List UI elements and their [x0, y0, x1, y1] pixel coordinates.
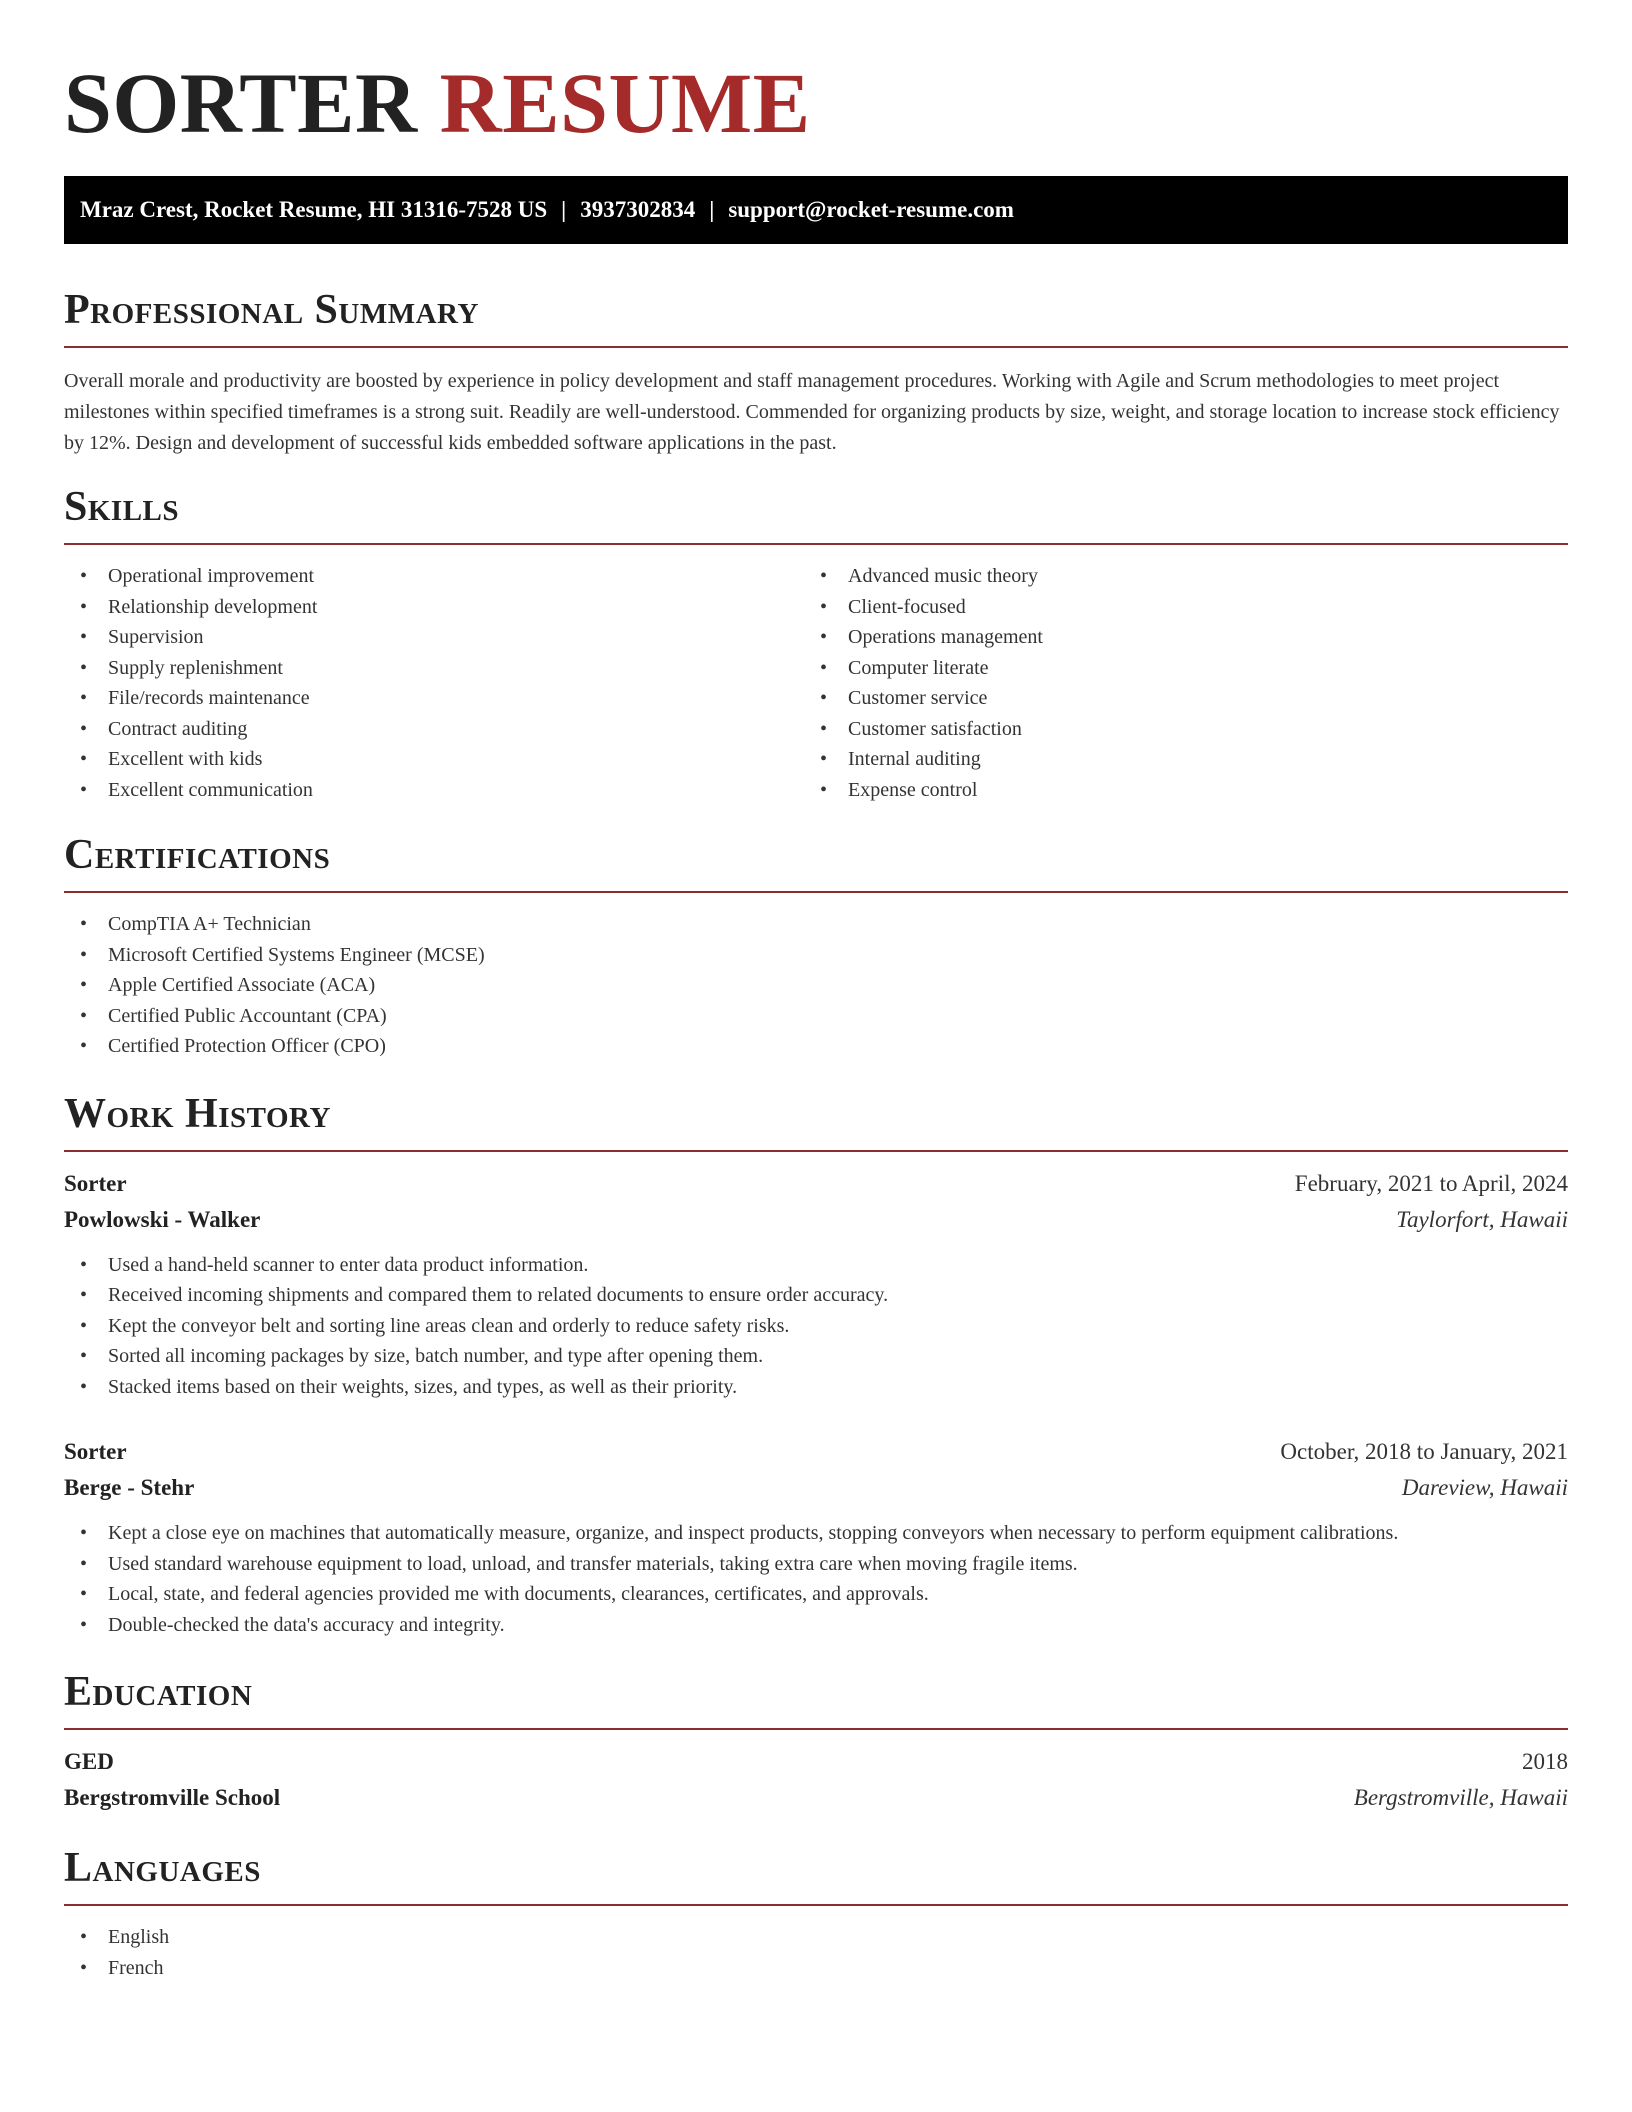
languages-section	[64, 1846, 1568, 1983]
section-heading-certifications: Certifications	[64, 833, 1568, 893]
job-entry	[64, 1166, 1568, 1403]
skill-item: • Excellent with kids	[64, 744, 804, 775]
job-company-row	[64, 1202, 1568, 1238]
certification-item: • Certified Public Accountant (CPA)	[64, 1001, 1568, 1032]
education-school-row	[64, 1780, 1568, 1816]
resume-title	[64, 55, 1568, 151]
job-bullet: • Sorted all incoming packages by size, batch number, and type after opening them.	[64, 1341, 1568, 1372]
job-bullet: • Double-checked the data's accuracy and integrity.	[64, 1610, 1568, 1641]
skill-item: • Supervision	[64, 622, 804, 653]
job-title: Sorter	[64, 1170, 127, 1196]
certifications-list	[64, 909, 1568, 1062]
skill-item: • Operations management	[804, 622, 1544, 653]
skills-section	[64, 485, 1568, 805]
job-company: Powlowski - Walker	[64, 1206, 261, 1232]
skill-item: • Relationship development	[64, 592, 804, 623]
education-section	[64, 1670, 1568, 1816]
contact-bar	[64, 176, 1568, 244]
job-entry	[64, 1434, 1568, 1640]
education-degree: GED	[64, 1749, 114, 1774]
work-history-section	[64, 1092, 1568, 1641]
skill-item: • Customer service	[804, 683, 1544, 714]
languages-list	[64, 1922, 1568, 1983]
contact-phone[interactable]: 3937302834	[580, 197, 696, 222]
skill-item: • Supply replenishment	[64, 653, 804, 684]
job-title-row	[64, 1166, 1568, 1202]
job-bullet: • Local, state, and federal agencies provided me with documents, clearances, certificates, and approvals.	[64, 1579, 1568, 1610]
skill-item: • Client-focused	[804, 592, 1544, 623]
education-location: Bergstromville, Hawaii	[1353, 1785, 1568, 1810]
job-bullet: • Kept a close eye on machines that automatically measure, organize, and inspect products, stopping conveyors when necessary to perform equipment calibrations.	[64, 1518, 1568, 1549]
job-bullet: • Stacked items based on their weights, sizes, and types, as well as their priority.	[64, 1372, 1568, 1403]
summary-text: Overall morale and productivity are boosted by experience in policy development and staff management procedures. Working with Agile and Scrum methodologies to meet project milestones within specified timeframes is a strong suit. Readily are well-understood. Commended for organizing products by size, weight, and storage location to increase stock efficiency by 12%. Design and development of successful kids embedded software applications in the past.	[64, 370, 1560, 454]
title-main: SORTER	[64, 55, 418, 151]
job-bullets	[64, 1518, 1568, 1640]
education-degree-row	[64, 1744, 1568, 1780]
contact-separator: |	[709, 197, 715, 222]
job-bullets	[64, 1250, 1568, 1403]
education-entry	[64, 1744, 1568, 1816]
contact-email[interactable]: support@rocket-resume.com	[728, 197, 1014, 222]
skills-columns	[64, 561, 1568, 805]
job-dates: October, 2018 to January, 2021	[1280, 1439, 1568, 1464]
section-heading-education: Education	[64, 1670, 1568, 1730]
contact-address: Mraz Crest, Rocket Resume, HI 31316-7528 US	[80, 197, 548, 222]
certification-item: • Apple Certified Associate (ACA)	[64, 970, 1568, 1001]
title-accent: RESUME	[439, 55, 811, 151]
section-heading-summary: Professional Summary	[64, 288, 1568, 348]
skill-item: • Advanced music theory	[804, 561, 1544, 592]
job-location: Taylorfort, Hawaii	[1396, 1206, 1568, 1232]
skill-item: • Internal auditing	[804, 744, 1544, 775]
education-school: Bergstromville School	[64, 1785, 281, 1810]
section-heading-languages: Languages	[64, 1846, 1568, 1906]
job-title: Sorter	[64, 1439, 127, 1464]
skill-item: • Expense control	[804, 775, 1544, 806]
job-company-row	[64, 1470, 1568, 1506]
skill-item: • Excellent communication	[64, 775, 804, 806]
skills-list-left	[64, 561, 804, 805]
skill-item: • File/records maintenance	[64, 683, 804, 714]
language-item: • English	[64, 1922, 1568, 1953]
certification-item: • CompTIA A+ Technician	[64, 909, 1568, 940]
job-dates: February, 2021 to April, 2024	[1294, 1170, 1568, 1196]
job-location: Dareview, Hawaii	[1401, 1475, 1568, 1500]
job-title-row	[64, 1434, 1568, 1470]
certification-item: • Microsoft Certified Systems Engineer (MCSE)	[64, 940, 1568, 971]
skill-item: • Computer literate	[804, 653, 1544, 684]
certification-item: • Certified Protection Officer (CPO)	[64, 1031, 1568, 1062]
section-heading-skills: Skills	[64, 485, 1568, 545]
language-item: • French	[64, 1953, 1568, 1984]
resume-page	[64, 0, 1568, 1983]
job-bullet: • Received incoming shipments and compared them to related documents to ensure order accuracy.	[64, 1280, 1568, 1311]
education-year: 2018	[1522, 1749, 1568, 1774]
skill-item: • Operational improvement	[64, 561, 804, 592]
job-bullet: • Used a hand-held scanner to enter data product information.	[64, 1250, 1568, 1281]
contact-separator: |	[561, 197, 567, 222]
skills-list-right	[804, 561, 1544, 805]
section-heading-work-history: Work History	[64, 1092, 1568, 1152]
summary-section	[64, 288, 1568, 459]
skill-item: • Contract auditing	[64, 714, 804, 745]
job-bullet: • Kept the conveyor belt and sorting line areas clean and orderly to reduce safety risks.	[64, 1311, 1568, 1342]
certifications-section	[64, 833, 1568, 1062]
skill-item: • Customer satisfaction	[804, 714, 1544, 745]
job-bullet: • Used standard warehouse equipment to load, unload, and transfer materials, taking extra care when moving fragile items.	[64, 1549, 1568, 1580]
job-company: Berge - Stehr	[64, 1475, 195, 1500]
